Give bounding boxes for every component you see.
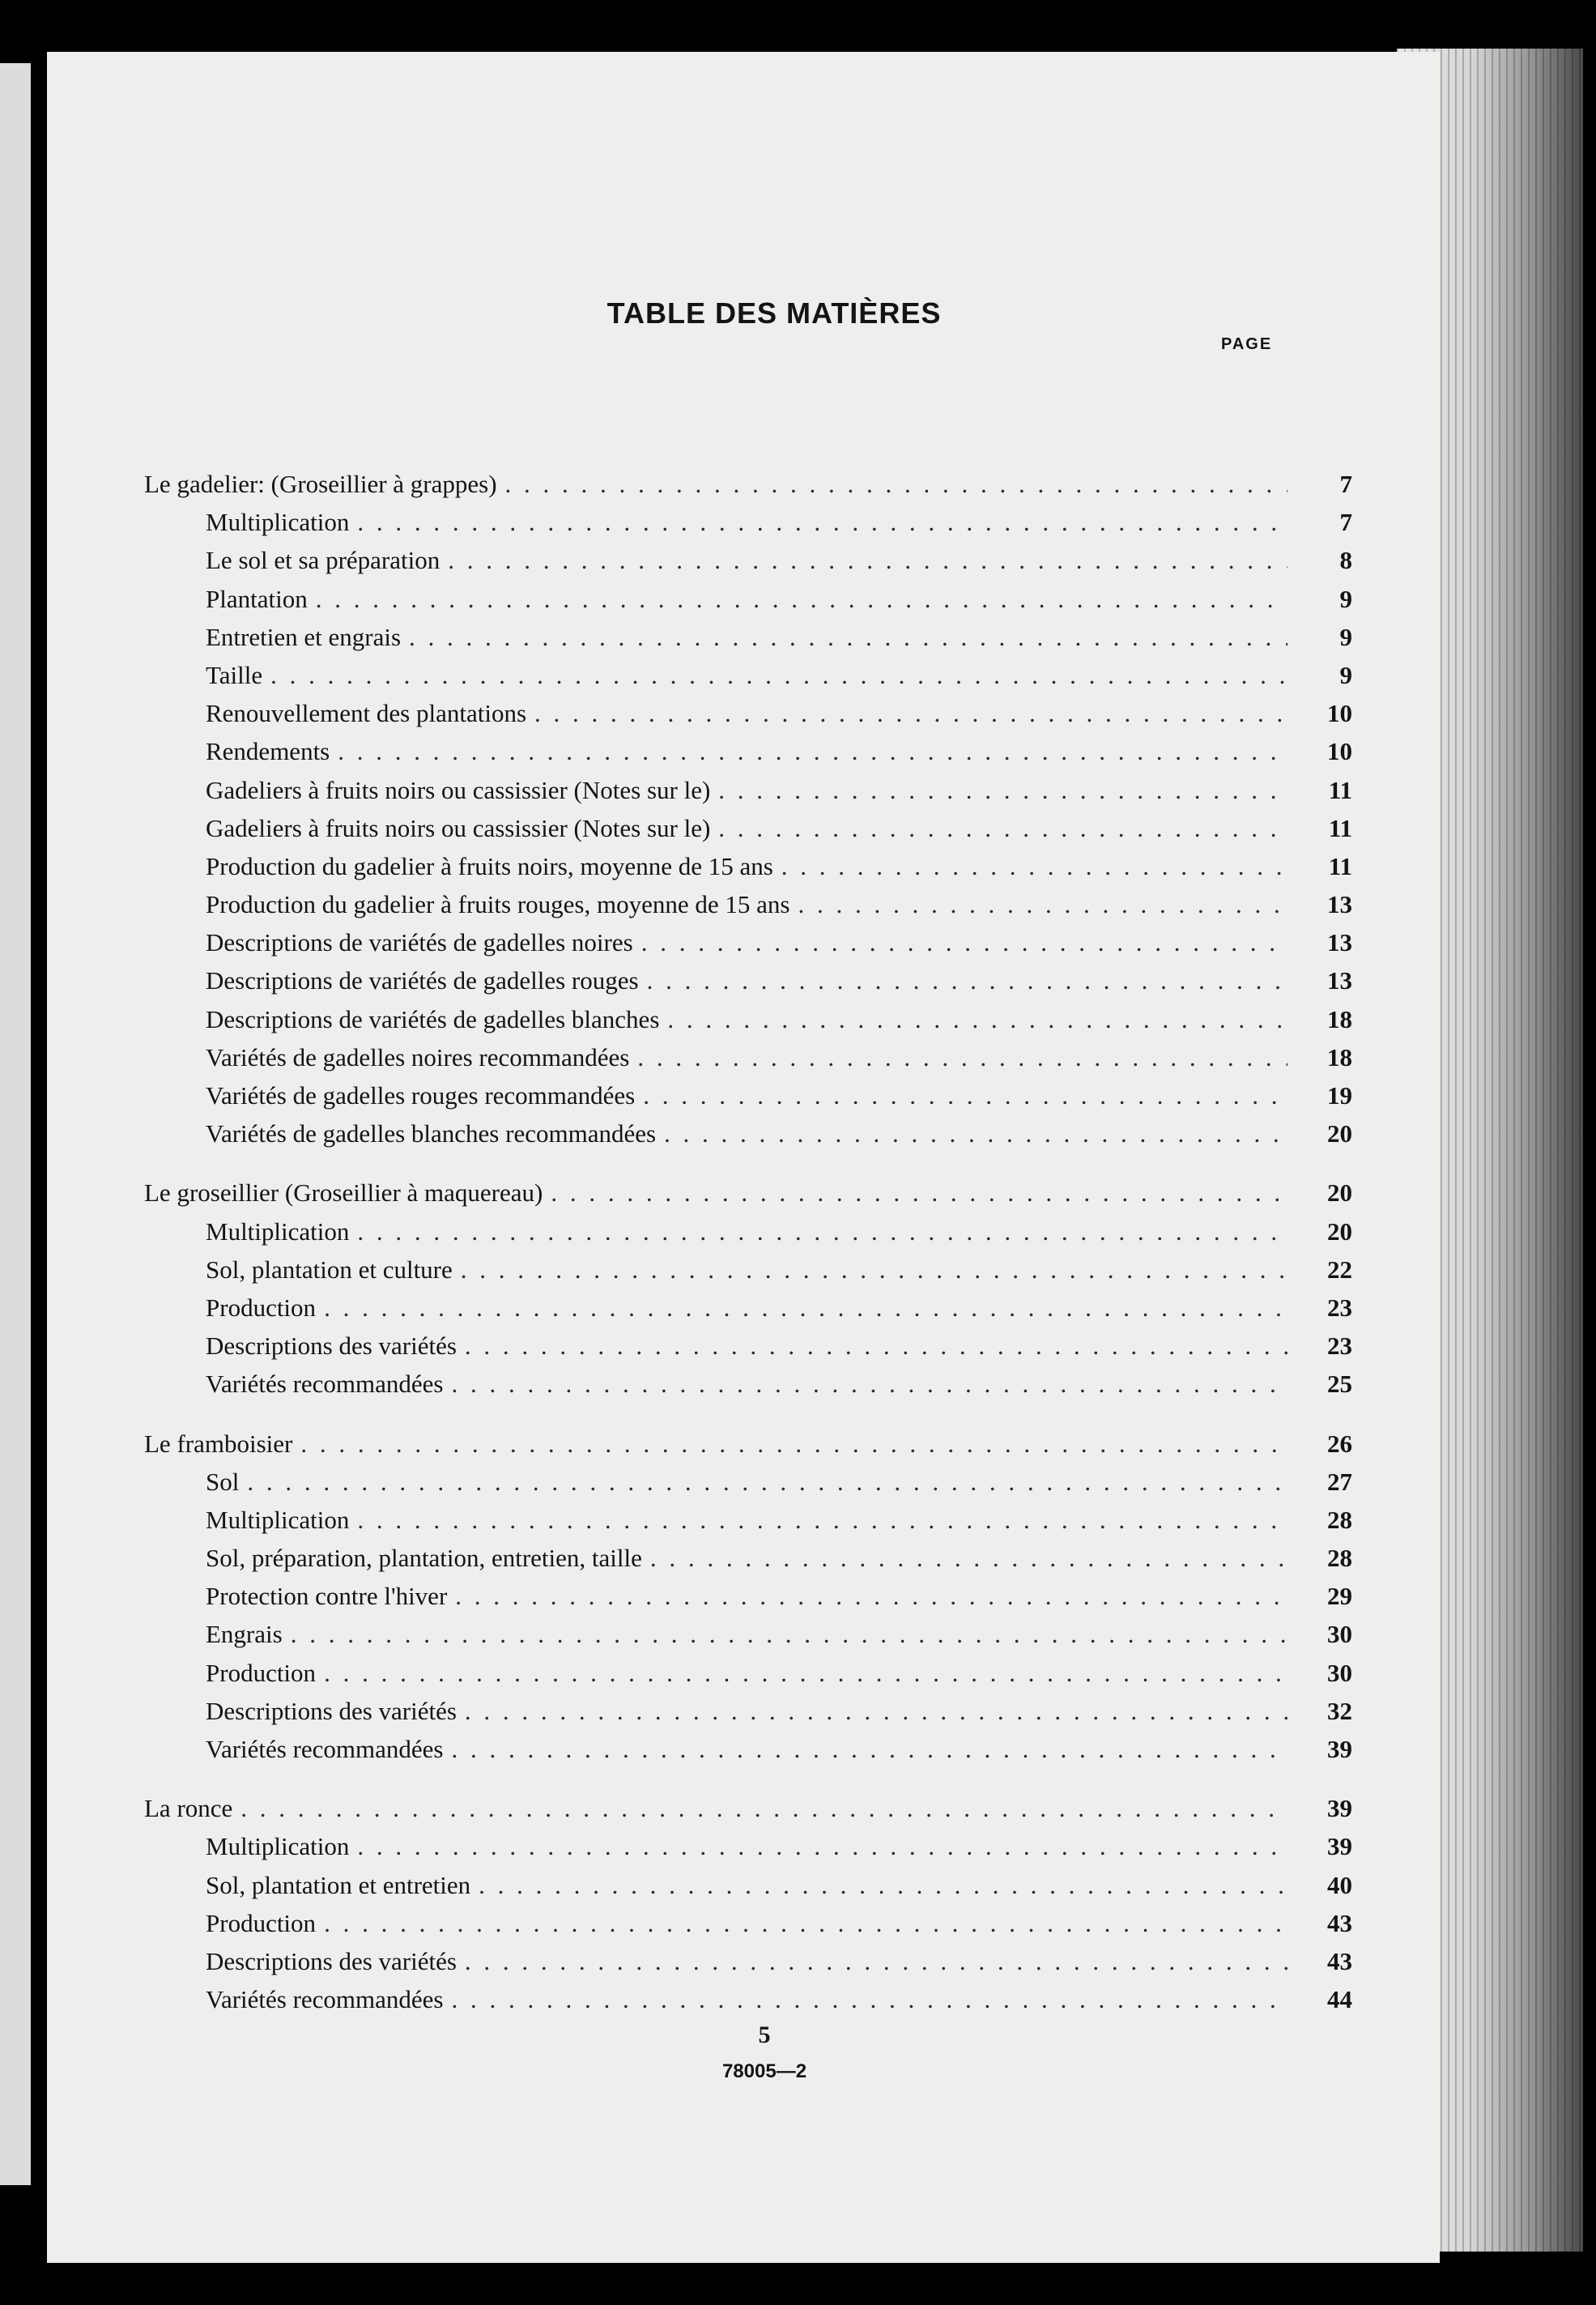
dot-leader — [448, 541, 1287, 579]
toc-section — [47, 465, 1440, 1152]
dot-leader — [357, 1827, 1287, 1865]
toc-entry-label: Multiplication — [206, 1832, 350, 1861]
toc-entry-row[interactable] — [47, 618, 1440, 656]
dot-leader — [452, 1365, 1287, 1403]
toc-entry-label: La ronce — [144, 1794, 233, 1823]
toc-page-number: 10 — [1327, 699, 1352, 728]
toc-entry-row[interactable] — [47, 1615, 1440, 1653]
dot-leader — [357, 1212, 1287, 1250]
toc-entry-label: Sol, plantation et entretien — [206, 1870, 471, 1899]
toc-entry-row[interactable] — [47, 1539, 1440, 1577]
dot-leader — [534, 694, 1287, 732]
toc-entry-label: Production — [206, 1908, 317, 1937]
toc-page-number: 30 — [1327, 1620, 1352, 1649]
toc-entry-label: Production — [206, 1658, 317, 1687]
toc-page-number: 32 — [1327, 1696, 1352, 1725]
toc-entry-row[interactable] — [47, 923, 1440, 961]
toc-page-number: 13 — [1327, 966, 1352, 995]
toc-page-number: 9 — [1339, 622, 1352, 651]
dot-leader — [324, 1289, 1287, 1327]
toc-page-number: 39 — [1327, 1832, 1352, 1861]
toc-entry-label: Gadeliers à fruits noirs ou cassissier (Notes sur le) — [206, 775, 711, 804]
toc-entry-label: Variétés recommandées — [206, 1985, 444, 2014]
dot-leader — [316, 580, 1287, 618]
toc-entry-label: Rendements — [206, 737, 330, 766]
toc-entry-label: Descriptions de variétés de gadelles rouges — [206, 966, 639, 995]
page-title: TABLE DES MATIÈRES — [606, 296, 942, 330]
toc-heading-row[interactable] — [47, 1174, 1440, 1212]
dot-leader — [357, 503, 1287, 541]
dot-leader — [291, 1615, 1287, 1653]
dot-leader — [718, 771, 1287, 809]
dot-leader — [798, 885, 1287, 923]
toc-entry-label: Engrais — [206, 1620, 283, 1649]
dot-leader — [324, 1904, 1287, 1942]
toc-entry-row[interactable] — [47, 1463, 1440, 1501]
toc-page-number: 39 — [1327, 1735, 1352, 1763]
toc-page-number: 19 — [1327, 1081, 1352, 1110]
toc-page-number: 25 — [1327, 1370, 1352, 1399]
toc-entry-row[interactable] — [47, 1730, 1440, 1768]
toc-entry-row[interactable] — [47, 1289, 1440, 1327]
toc-entry-row[interactable] — [47, 1904, 1440, 1942]
toc-page-number: 30 — [1327, 1658, 1352, 1687]
toc-entry-row[interactable] — [47, 1577, 1440, 1615]
toc-entry-row[interactable] — [47, 1942, 1440, 1980]
toc-entry-row[interactable] — [47, 1827, 1440, 1865]
toc-entry-row[interactable] — [47, 1038, 1440, 1076]
toc-page-number: 11 — [1328, 775, 1352, 804]
dot-leader — [643, 1076, 1287, 1114]
table-of-contents — [47, 465, 1440, 2039]
toc-page-number: 28 — [1327, 1544, 1352, 1573]
toc-entry-label: Variétés recommandées — [206, 1370, 444, 1399]
toc-entry-row[interactable] — [47, 1114, 1440, 1152]
toc-page-number: 22 — [1327, 1255, 1352, 1284]
dot-leader — [551, 1174, 1287, 1212]
toc-page-number: 20 — [1327, 1178, 1352, 1208]
dot-leader — [461, 1250, 1287, 1289]
toc-page-number: 28 — [1327, 1505, 1352, 1534]
dot-leader — [240, 1789, 1287, 1827]
toc-entry-row[interactable] — [47, 1250, 1440, 1289]
toc-entry-row[interactable] — [47, 541, 1440, 579]
toc-entry-row[interactable] — [47, 580, 1440, 618]
dot-leader — [270, 656, 1287, 694]
dot-leader — [667, 1000, 1287, 1038]
page-number: 5 — [758, 2022, 771, 2048]
toc-entry-row[interactable] — [47, 1327, 1440, 1365]
toc-entry-label: Plantation — [206, 584, 308, 613]
toc-page-number: 44 — [1327, 1985, 1352, 2014]
toc-entry-label: Descriptions de variétés de gadelles blanches — [206, 1004, 660, 1033]
toc-heading-row[interactable] — [47, 1425, 1440, 1463]
toc-entry-row[interactable] — [47, 1501, 1440, 1539]
toc-entry-label: Sol, préparation, plantation, entretien, taille — [206, 1544, 642, 1573]
toc-page-number: 11 — [1328, 851, 1352, 880]
toc-entry-label: Sol, plantation et culture — [206, 1255, 453, 1284]
toc-page-number: 8 — [1339, 546, 1352, 575]
toc-entry-label: Le framboisier — [144, 1429, 293, 1458]
dot-leader — [409, 618, 1287, 656]
toc-entry-label: Production du gadelier à fruits rouges, moyenne de 15 ans — [206, 890, 790, 919]
facing-page-edge — [0, 63, 31, 2185]
toc-entry-row[interactable] — [47, 1654, 1440, 1692]
dot-leader — [664, 1114, 1287, 1152]
toc-entry-row[interactable] — [47, 771, 1440, 809]
toc-entry-label: Multiplication — [206, 1505, 350, 1534]
dot-leader — [479, 1866, 1287, 1904]
dot-leader — [455, 1577, 1287, 1615]
toc-entry-label: Descriptions des variétés — [206, 1946, 457, 1975]
toc-entry-row[interactable] — [47, 1365, 1440, 1403]
dot-leader — [452, 1980, 1287, 2018]
toc-page-number: 13 — [1327, 890, 1352, 919]
toc-page-number: 43 — [1327, 1908, 1352, 1937]
toc-entry-row[interactable] — [47, 1866, 1440, 1904]
dot-leader — [300, 1425, 1287, 1463]
toc-entry-label: Variétés de gadelles rouges recommandées — [206, 1081, 636, 1110]
toc-entry-row[interactable] — [47, 656, 1440, 694]
toc-page-number: 9 — [1339, 584, 1352, 613]
toc-section — [47, 1789, 1440, 2018]
toc-entry-row[interactable] — [47, 1000, 1440, 1038]
dot-leader — [647, 961, 1287, 999]
toc-entry-label: Le sol et sa préparation — [206, 546, 440, 575]
toc-page-number: 7 — [1339, 470, 1352, 498]
dot-leader — [452, 1730, 1287, 1768]
toc-entry-row[interactable] — [47, 961, 1440, 999]
toc-page-number: 10 — [1327, 737, 1352, 766]
toc-entry-label: Le gadelier: (Groseillier à grappes) — [144, 470, 497, 498]
toc-page-number: 23 — [1327, 1293, 1352, 1322]
dot-leader — [637, 1038, 1287, 1076]
dot-leader — [357, 1501, 1287, 1539]
toc-page-number: 20 — [1327, 1119, 1352, 1148]
dot-leader — [465, 1692, 1287, 1730]
toc-entry-label: Gadeliers à fruits noirs ou cassissier (Notes sur le) — [206, 813, 711, 842]
toc-entry-row[interactable] — [47, 503, 1440, 541]
toc-entry-label: Sol — [206, 1467, 240, 1496]
toc-entry-row[interactable] — [47, 1076, 1440, 1114]
toc-entry-label: Protection contre l'hiver — [206, 1582, 448, 1611]
toc-entry-label: Entretien et engrais — [206, 622, 402, 651]
toc-page-number: 18 — [1327, 1042, 1352, 1072]
toc-entry-row[interactable] — [47, 885, 1440, 923]
toc-entry-label: Variétés de gadelles noires recommandées — [206, 1042, 630, 1072]
toc-page-number: 29 — [1327, 1582, 1352, 1611]
toc-entry-label: Production — [206, 1293, 317, 1322]
toc-page-number: 26 — [1327, 1429, 1352, 1458]
toc-page-number: 43 — [1327, 1946, 1352, 1975]
dot-leader — [641, 923, 1287, 961]
toc-entry-label: Production du gadelier à fruits noirs, moyenne de 15 ans — [206, 851, 773, 880]
toc-page-number: 9 — [1339, 660, 1352, 689]
toc-entry-label: Le groseillier (Groseillier à maquereau) — [144, 1178, 543, 1208]
toc-entry-row[interactable] — [47, 732, 1440, 770]
toc-entry-label: Renouvellement des plantations — [206, 699, 527, 728]
toc-page-number: 23 — [1327, 1331, 1352, 1361]
toc-page-number: 13 — [1327, 928, 1352, 957]
dot-leader — [338, 732, 1287, 770]
dot-leader — [781, 847, 1287, 885]
toc-entry-label: Descriptions des variétés — [206, 1331, 457, 1361]
toc-entry-label: Taille — [206, 660, 263, 689]
toc-entry-row[interactable] — [47, 1212, 1440, 1250]
print-code: 78005—2 — [721, 2060, 807, 2082]
toc-page-number: 7 — [1339, 508, 1352, 537]
dot-leader — [505, 465, 1287, 503]
toc-entry-row[interactable] — [47, 1980, 1440, 2018]
dot-leader — [324, 1654, 1287, 1692]
page-column-label: PAGE — [1221, 335, 1273, 353]
toc-entry-label: Descriptions de variétés de gadelles noires — [206, 928, 633, 957]
toc-page-number: 39 — [1327, 1794, 1352, 1823]
dot-leader — [465, 1327, 1287, 1365]
toc-section — [47, 1174, 1440, 1403]
toc-heading-row[interactable] — [47, 465, 1440, 503]
toc-entry-label: Multiplication — [206, 1216, 350, 1246]
toc-page-number: 40 — [1327, 1870, 1352, 1899]
toc-entry-row[interactable] — [47, 809, 1440, 847]
toc-entry-label: Descriptions des variétés — [206, 1696, 457, 1725]
toc-page-number: 27 — [1327, 1467, 1352, 1496]
toc-page-number: 11 — [1328, 813, 1352, 842]
dot-leader — [650, 1539, 1287, 1577]
toc-page-number: 20 — [1327, 1216, 1352, 1246]
toc-entry-label: Multiplication — [206, 508, 350, 537]
toc-entry-row[interactable] — [47, 847, 1440, 885]
dot-leader — [465, 1942, 1287, 1980]
toc-entry-label: Variétés recommandées — [206, 1735, 444, 1763]
toc-page-number: 18 — [1327, 1004, 1352, 1033]
dot-leader — [718, 809, 1287, 847]
toc-entry-row[interactable] — [47, 1692, 1440, 1730]
toc-entry-label: Variétés de gadelles blanches recommandées — [206, 1119, 657, 1148]
toc-entry-row[interactable] — [47, 694, 1440, 732]
dot-leader — [247, 1463, 1287, 1501]
book-page — [47, 52, 1440, 2263]
toc-heading-row[interactable] — [47, 1789, 1440, 1827]
toc-section — [47, 1425, 1440, 1769]
